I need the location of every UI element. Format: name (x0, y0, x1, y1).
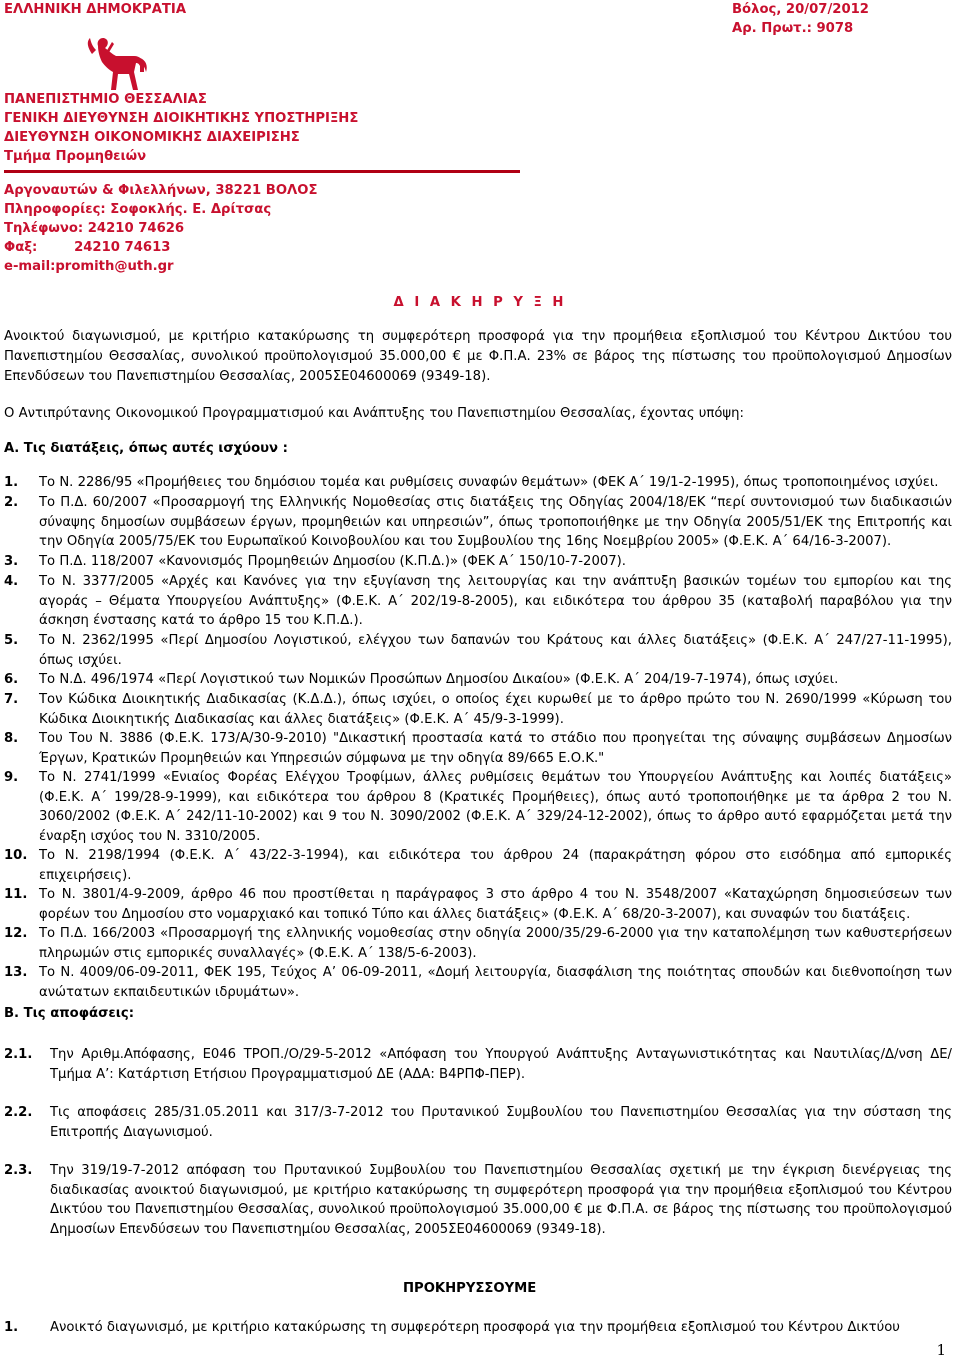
protocol-number: Αρ. Πρωτ.: 9078 (732, 21, 854, 36)
proclaim-heading: ΠΡΟΚΗΡΥΣΣΟΥΜΕ (403, 1281, 537, 1296)
list-item (4, 1318, 952, 1338)
section-a-heading: Α. Τις διατάξεις, όπως αυτές ισχύουν : (4, 441, 288, 456)
list-item-text: Το Ν. 3801/4-9-2009, άρθρο 46 που προστίθεται η παράγραφος 3 στο άρθρο 4 του Ν. 3548/2007 «Καταχώρηση δημοσιεύσεων των φορέων του Δημοσίου στο νομαρχιακό και τοπικό Τύπο και άλλες διατάξεις» (Φ.Ε.Κ. Α΄ 68/20-3-2007), και συναφών του διατάξεις. (39, 887, 952, 922)
list-item-number: 10. (4, 848, 28, 863)
contact-info: Πληροφορίες: Σοφοκλής. Ε. Δρίτσας (4, 202, 272, 217)
list-item-text: Το Ν. 2741/1999 «Ενιαίος Φορέας Ελέγχου Τροφίμων, άλλες ρυθμίσεις θεμάτων του Υπουργείου Ανάπτυξης και λοιπές διατάξεις» (Φ.Ε.Κ. Α΄ 199/28-9-1999), και ειδικότερα του άρθρου 8 (Κρατικές Προμήθειες), όπως αυτό τροποποιήθηκε με τα άρθρα 2 του Ν. 3060/2002 (Φ.Ε.Κ. Α΄ 242/11-10-2002) και 9 του Ν. 3090/2002 (Φ.Ε.Κ. Α΄ 329/24-12-2002), όπως το άρθρο αυτό εφαρμόζεται μετά την έναρξη ισχύος του Ν. 3310/2005. (39, 770, 952, 844)
list-item-text: Το Ν. 4009/06-09-2011, ΦΕΚ 195, Τεύχος Α’ 06-09-2011, «Δομή λειτουργία, διασφάλιση της ποιότητας σπουδών και διεθνοποίηση των ανώτατων εκπαιδευτικών ιδρυμάτων». (39, 965, 952, 1000)
org-line: ΔΙΕΥΘΥΝΣΗ ΟΙΚΟΝΟΜΙΚΗΣ ΔΙΑΧΕΙΡΙΣΗΣ (4, 130, 300, 145)
list-item-text: Το Ν.Δ. 496/1974 «Περί Λογιστικού των Νομικών Προσώπων Δημοσίου Δικαίου» (Φ.Ε.Κ. Α΄ 204/19-7-1974), όπως ισχύει. (39, 672, 839, 687)
list-item-number: 9. (4, 770, 19, 785)
list-item-text: Το Ν. 2362/1995 «Περί Δημοσίου Λογιστικού, ελέγχου των δαπανών του Κράτους και άλλες διατάξεις» (Φ.Ε.Κ. Α΄ 247/27-11-1995), όπως ισχύει. (39, 633, 952, 668)
document-title: Δ Ι Α Κ Η Ρ Υ Ξ Η (393, 295, 567, 310)
list-item-number: 2. (4, 495, 19, 510)
list-item-text: Το Ν. 3377/2005 «Αρχές και Κανόνες για την εξυγίανση της λειτουργίας και την ανάπτυξη βασικών τομέων του εμπορίου και της αγοράς – Θέματα Υπουργείου Ανάπτυξης» (Φ.Ε.Κ. Α΄ 202/19-8-2005), και ειδικότερα του άρθρου 35 (καταβολή παραβόλου για την άσκηση ένστασης κατά το άρθρο 15 του Κ.Π.Δ.). (39, 574, 952, 628)
list-item-number: 2.3. (4, 1163, 33, 1178)
list-item-text: Το Π.Δ. 118/2007 «Κανονισμός Προμηθειών Δημοσίου (Κ.Π.Δ.)» (ΦΕΚ Α΄ 150/10-7-2007). (39, 554, 626, 569)
list-item (4, 473, 952, 493)
list-item-number: 1. (4, 1320, 19, 1335)
contact-fax: Φαξ: 24210 74613 (4, 240, 171, 255)
list-item (4, 1103, 952, 1142)
list-item (4, 885, 952, 924)
org-line: Τμήμα Προμηθειών (4, 149, 147, 164)
list-item (4, 572, 952, 631)
republic-label: ΕΛΛΗΝΙΚΗ ΔΗΜΟΚΡΑΤΙΑ (4, 2, 187, 17)
list-item (4, 846, 952, 885)
contact-email[interactable]: e-mail:promith@uth.gr (4, 259, 174, 274)
header-divider (4, 170, 520, 173)
list-item-text: Το Ν. 2198/1994 (Φ.Ε.Κ. Α΄ 43/22-3-1994), και ειδικότερα του άρθρου 24 (παρακράτηση φόρου στο εισόδημα από εμπορικές επιχειρήσεις). (39, 848, 952, 883)
vice-rector-statement: Ο Αντιπρύτανης Οικονομικού Προγραμματισμού και Ανάπτυξης του Πανεπιστημίου Θεσσαλίας, έχοντας υπόψη: (4, 406, 744, 421)
list-item-number: 13. (4, 965, 28, 980)
list-item (4, 924, 952, 963)
list-item-text: Το Ν. 2286/95 «Προμήθειες του δημόσιου τομέα και ρυθμίσεις συναφών θεμάτων» (ΦΕΚ Α΄ 19/1-2-1995), όπως τροποποιημένος ισχύει. (39, 475, 939, 490)
list-item-number: 8. (4, 731, 19, 746)
list-item (4, 631, 952, 670)
list-item-number: 6. (4, 672, 19, 687)
list-item-number: 5. (4, 633, 19, 648)
list-item-text: Ανοικτό διαγωνισμό, με κριτήριο κατακύρωσης τη συμφερότερη προσφορά για την προμήθεια εξοπλισμού του Κέντρου Δικτύου (50, 1320, 900, 1335)
contact-phone: Τηλέφωνο: 24210 74626 (4, 221, 185, 236)
list-item-number: 3. (4, 554, 19, 569)
list-item-number: 2.2. (4, 1105, 33, 1120)
list-item (4, 493, 952, 552)
list-item-number: 2.1. (4, 1047, 33, 1062)
list-item-text: Την 319/19-7-2012 απόφαση του Πρυτανικού Συμβουλίου του Πανεπιστημίου Θεσσαλίας σχετική με την έγκριση διενέργειας της διαδικασίας ανοικτού διαγωνισμού, με κριτήριο κατακύρωσης τη συμφερότερη προσφορά για την προμήθεια εξοπλισμού του Κέντρου Δικτύου του Πανεπιστημίου Θεσσαλίας, συνολικού προϋπολογισμού 35.000,00 € με Φ.Π.Α. σε βάρος της πίστωσης του προϋπολογισμού Δημοσίων Επενδύσεων του Πανεπιστημίου Θεσσαλίας, 2005ΣΕ04600069 (9349-18). (50, 1163, 952, 1237)
org-line: ΓΕΝΙΚΗ ΔΙΕΥΘΥΝΣΗ ΔΙΟΙΚΗΤΙΚΗΣ ΥΠΟΣΤΗΡΙΞΗΣ (4, 111, 359, 126)
list-item (4, 552, 952, 572)
org-line: ΠΑΝΕΠΙΣΤΗΜΙΟ ΘΕΣΣΑΛΙΑΣ (4, 92, 207, 107)
section-b-heading: Β. Τις αποφάσεις: (4, 1006, 134, 1021)
contact-address: Αργοναυτών & Φιλελλήνων, 38221 ΒΟΛΟΣ (4, 183, 318, 198)
list-item (4, 1161, 952, 1239)
list-item (4, 768, 952, 846)
list-item (4, 690, 952, 729)
list-item (4, 729, 952, 768)
list-item-number: 4. (4, 574, 19, 589)
list-item-number: 1. (4, 475, 19, 490)
list-item-text: Τον Κώδικα Διοικητικής Διαδικασίας (Κ.Δ.Δ.), όπως ισχύει, ο οποίος έχει κυρωθεί με το άρθρο πρώτο του Ν. 2690/1999 «Κύρωση του Κώδικα Διοικητικής Διαδικασίας και άλλες διατάξεις» (Φ.Ε.Κ. Α΄ 45/9-3-1999). (39, 692, 952, 727)
list-item-text: Το Π.Δ. 166/2003 «Προσαρμογή της ελληνικής νομοθεσίας στην οδηγία 2000/35/29-6-2000 για την καταπολέμηση των καθυστερήσεων πληρωμών στις εμπορικές συναλλαγές» (Φ.Ε.Κ. Α΄ 138/5-6-2003). (39, 926, 952, 961)
list-item-text: Τις αποφάσεις 285/31.05.2011 και 317/3-7-2012 του Πρυτανικού Συμβουλίου του Πανεπιστημίου Θεσσαλίας για την σύσταση της Επιτροπής Διαγωνισμού. (50, 1105, 952, 1140)
centaur-logo-icon (78, 36, 150, 92)
list-item (4, 963, 952, 1002)
place-date: Βόλος, 20/07/2012 (732, 2, 869, 17)
page-number: 1 (936, 1341, 946, 1359)
list-item-text: Την Αριθμ.Απόφασης, Ε046 ΤΡΟΠ./Ο/29-5-2012 «Απόφαση του Υπουργού Ανάπτυξης Ανταγωνιστικότητας και Ναυτιλίας/Δ/νση ΔΕ/Τμήμα Α’: Κατάρτιση Ετήσιου Προγραμματισμού ΔΕ (ΑΔΑ: Β4ΡΠΦ-ΠΕΡ). (50, 1047, 952, 1082)
list-item-number: 7. (4, 692, 19, 707)
list-item-text: Του Του Ν. 3886 (Φ.Ε.Κ. 173/Α/30-9-2010) "Δικαστική προστασία κατά το στάδιο που προηγείται της σύναψης συμβάσεων Δημοσίων Έργων, Κρατικών Προμηθειών και Υπηρεσιών σύμφωνα με την οδηγία 89/665 Ε.Ο.Κ." (39, 731, 952, 766)
list-item-number: 12. (4, 926, 28, 941)
list-item (4, 1045, 952, 1084)
list-item-number: 11. (4, 887, 28, 902)
list-item (4, 670, 952, 690)
intro-paragraph: Ανοικτού διαγωνισμού, με κριτήριο κατακύρωσης τη συμφερότερη προσφορά για την προμήθεια εξοπλισμού του Κέντρου Δικτύου του Πανεπιστημίου Θεσσαλίας, συνολικού προϋπολογισμού 35.000,00 € με Φ.Π.Α. 23% σε βάρος της πίστωσης του προϋπολογισμού Δημοσίων Επενδύσεων του Πανεπιστημίου Θεσσαλίας, 2005ΣΕ04600069 (9349-18). (4, 329, 952, 384)
list-item-text: Το Π.Δ. 60/2007 «Προσαρμογή της Ελληνικής Νομοθεσίας στις διατάξεις της Οδηγίας 2004/18/ΕΚ “περί συντονισμού των διαδικασιών σύναψης δημοσίων συμβάσεων έργων, προμηθειών και υπηρεσιών”, όπως τροποποιήθηκε με την Οδηγία 2005/51/ΕΚ της Επιτροπής και την Οδηγία 2005/75/ΕΚ του Ευρωπαϊκού Κοινοβουλίου και του Συμβουλίου της 16ης Νοεμβρίου 2005» (Φ.Ε.Κ. Α΄ 64/16-3-2007). (39, 495, 952, 549)
